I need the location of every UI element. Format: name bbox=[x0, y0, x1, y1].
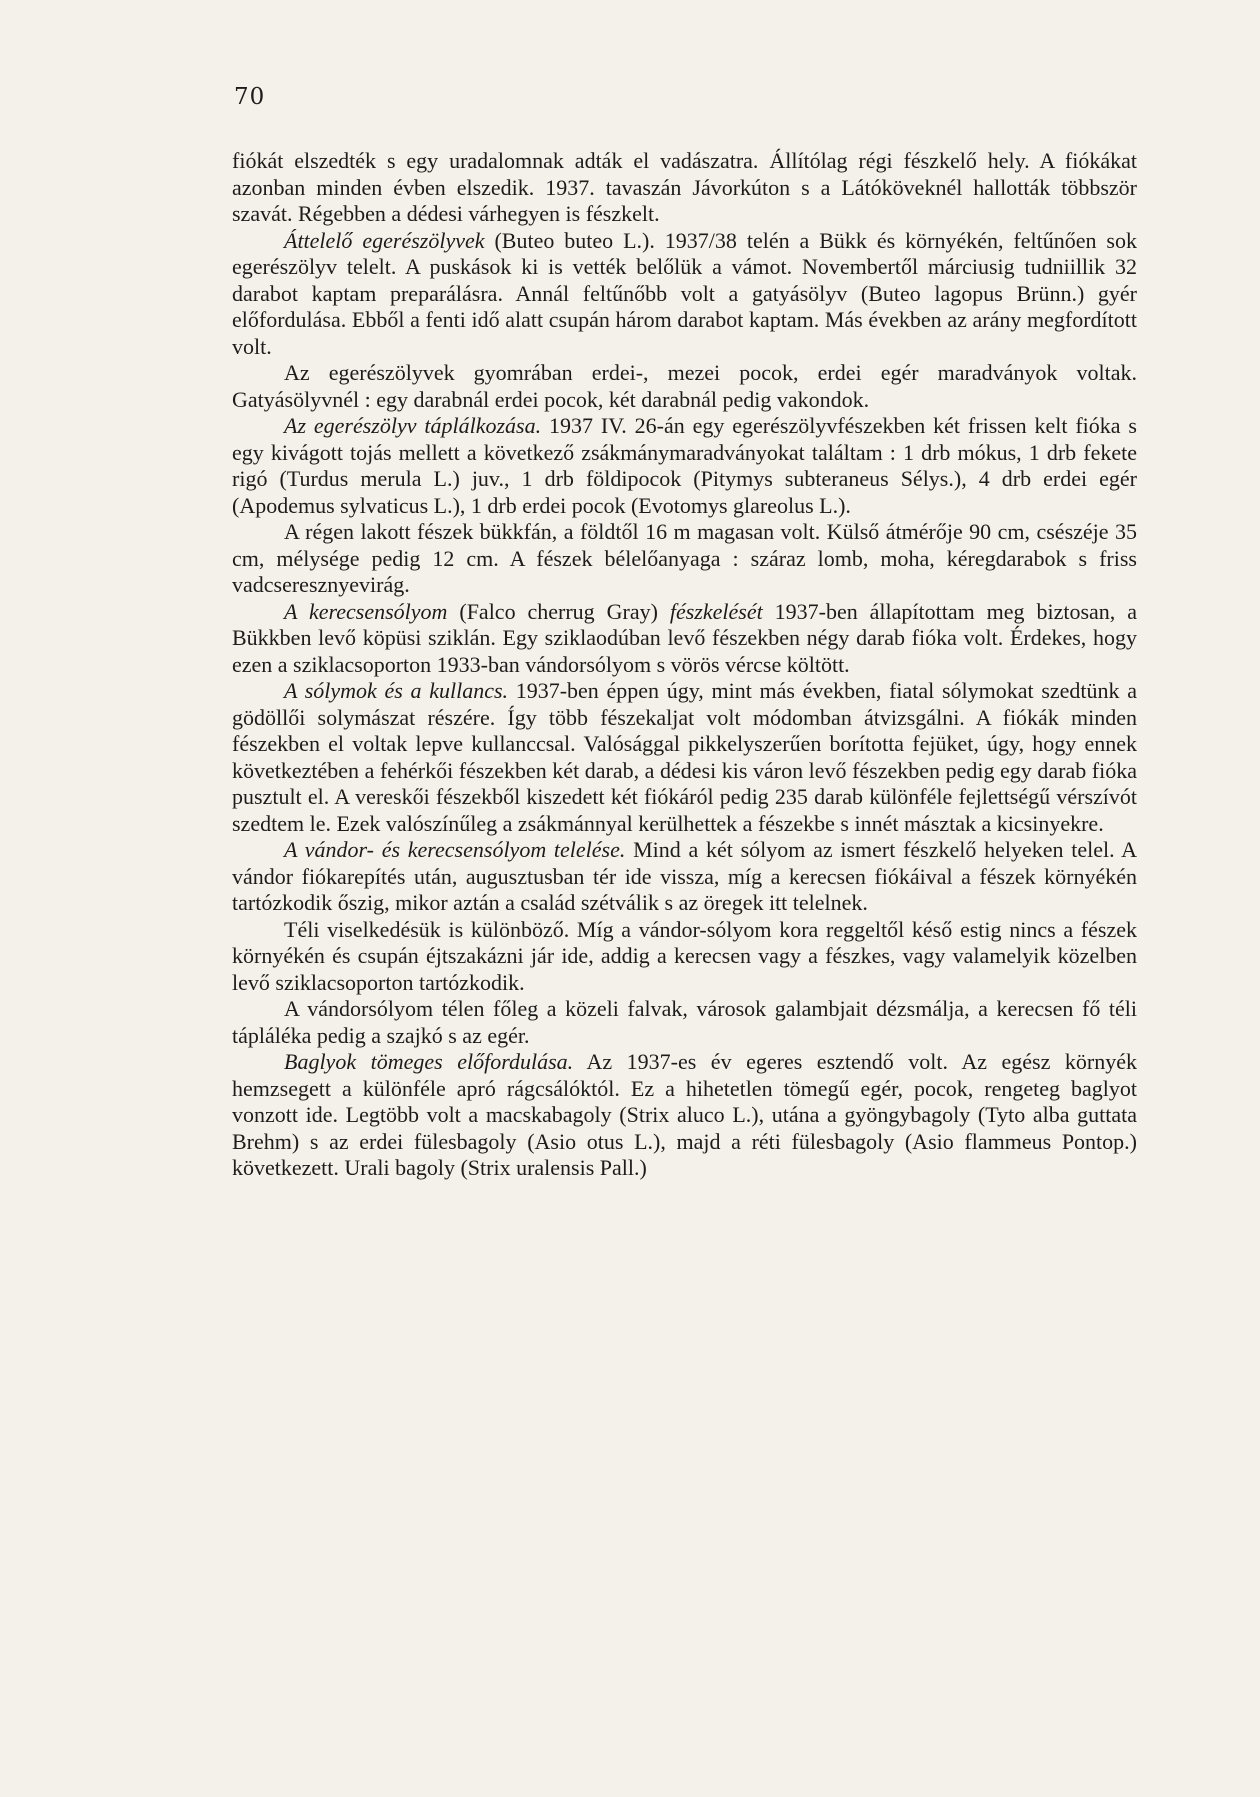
paragraph bbox=[232, 996, 1137, 1049]
paragraph bbox=[232, 519, 1137, 599]
paragraph-text: Téli viselkedésük is különböző. Míg a vándor-sólyom kora reggeltől késő estig nincs a fészek környékén és csupán éjtszakázni jár ide, addig a kerecsen vagy a fészkes, vagy valamelyik közelben levő sziklacsoporton tartózkodik. bbox=[232, 916, 1137, 995]
paragraph bbox=[232, 1049, 1137, 1182]
paragraph bbox=[232, 678, 1137, 837]
paragraph-text: fiókát elszedték s egy uradalomnak adták el vadászatra. Állítólag régi fészkelő hely. A fiókákat azonban minden évben elszedik. 1937. tavaszán Jávorkúton s a Látóköveknél hallották többször szavát. Régebben a dédesi várhegyen is fészkelt. bbox=[232, 148, 1137, 226]
section-heading: A kerecsensólyom bbox=[284, 598, 448, 624]
section-heading: Áttelelő egerészölyvek bbox=[284, 227, 485, 253]
paragraph-text: A vándorsólyom télen főleg a közeli falvak, városok galambjait dézsmálja, a kerecsen fő téli tápláléka pedig a szajkó s az egér. bbox=[232, 996, 1137, 1048]
paragraph-text: 1937-ben állapítottam meg biztosan, a Bükkben levő köpüsi sziklán. Egy sziklaodúban levő fészekben négy darab fióka volt. Érdekes, hogy ezen a sziklacsoporton 1933-ban vándorsólyom s vörös vércse költött. bbox=[232, 598, 1137, 677]
paragraph bbox=[232, 148, 1137, 228]
paragraph bbox=[232, 599, 1137, 679]
paragraph bbox=[232, 413, 1137, 519]
section-heading: A vándor- és kerecsensólyom telelése. bbox=[284, 837, 626, 862]
paragraph-text: 1937-ben éppen úgy, mint más években, fiatal sólymokat szedtünk a gödöllői solymászat részére. Így több fészekaljat volt módomban átvizsgálni. A fiókák minden fészekben el voltak lepve kullanccsal. Valósággal pikkelyszerűen borította fejüket, úgy, hogy ennek következtében a fehérkői fészekben két darab, a dédesi kis váron levő fészekben pedig egy darab fióka pusztult el. A vereskői fészekből kiszedett két fiókáról pedig 235 darab különféle fejlettségű vérszívót szedtem le. Ezek valószínűleg a zsákmánnyal kerülhettek a fészekbe s innét másztak a kicsinyekre. bbox=[232, 678, 1137, 836]
page-number: 70 bbox=[234, 84, 266, 110]
paragraph bbox=[232, 360, 1137, 413]
paragraph-text: Mind a két sólyom az ismert fészkelő helyeken telel. A vándor fiókarepítés után, augusztusban tér ide vissza, míg a kerecsen fiókáival a fészek környékén tartózkodik őszig, mikor aztán a család szétválik s az öregek itt telelnek. bbox=[232, 837, 1137, 915]
paragraph bbox=[232, 917, 1137, 997]
paragraph-text: A régen lakott fészek bükkfán, a földtől 16 m magasan volt. Külső átmérője 90 cm, csészéje 35 cm, mélysége pedig 12 cm. A fészek bélelőanyaga : száraz lomb, moha, kéregdarabok s friss vadcseresznyevirág. bbox=[232, 519, 1137, 597]
paragraph-text: Az egerészölyvek gyomrában erdei-, mezei pocok, erdei egér maradványok voltak. Gatyásölyvnél : egy darabnál erdei pocok, két darabnál pedig vakondok. bbox=[232, 360, 1137, 412]
paragraph bbox=[232, 228, 1137, 361]
section-heading-continued: fészkelését bbox=[669, 598, 763, 624]
body-text bbox=[232, 148, 1137, 1182]
section-heading: Az egerészölyv táplálkozása. bbox=[284, 413, 542, 438]
paragraph-text: Az 1937-es év egeres esztendő volt. Az egész környék hemzsegett a különféle apró rágcsálóktól. Ez a hihetetlen tömegű egér, pocok, rengeteg baglyot vonzott ide. Legtöbb volt a macskabagoly (Strix aluco L.), utána a gyöngybagoly (Tyto alba guttata Brehm) s az erdei fülesbagoly (Asio otus L.), majd a réti fülesbagoly (Asio flammeus Pontop.) következett. Urali bagoly (Strix uralensis Pall.) bbox=[232, 1049, 1137, 1180]
paragraph-text: (Falco cherrug Gray) bbox=[447, 598, 670, 624]
section-heading: Baglyok tömeges előfordulása. bbox=[284, 1049, 574, 1074]
section-heading: A sólymok és a kullancs. bbox=[284, 678, 509, 703]
paragraph-text: 1937 IV. 26-án egy egerészölyvfészekben két frissen kelt fióka s egy kivágott tojás mellett a következő zsákmánymaradványokat találtam : 1 drb mókus, 1 drb fekete rigó (Turdus merula L.) juv., 1 drb földipocok (Pitymys subteraneus Sélys.), 4 drb erdei egér (Apodemus sylvaticus L.), 1 drb erdei pocok (Evotomys glareolus L.). bbox=[232, 413, 1137, 518]
paragraph bbox=[232, 837, 1137, 917]
paragraph-text: (Buteo buteo L.). 1937/38 telén a Bükk és környékén, feltűnően sok egerészölyv telelt. A puskások ki is vették belőlük a vámot. Novembertől márciusig tudniillik 32 darabot kaptam preparálásra. Annál feltűnőbb volt a gatyásölyv (Buteo lagopus Brünn.) gyér előfordulása. Ebből a fenti idő alatt csupán három darabot kaptam. Más években az arány megfordított volt. bbox=[232, 227, 1137, 359]
